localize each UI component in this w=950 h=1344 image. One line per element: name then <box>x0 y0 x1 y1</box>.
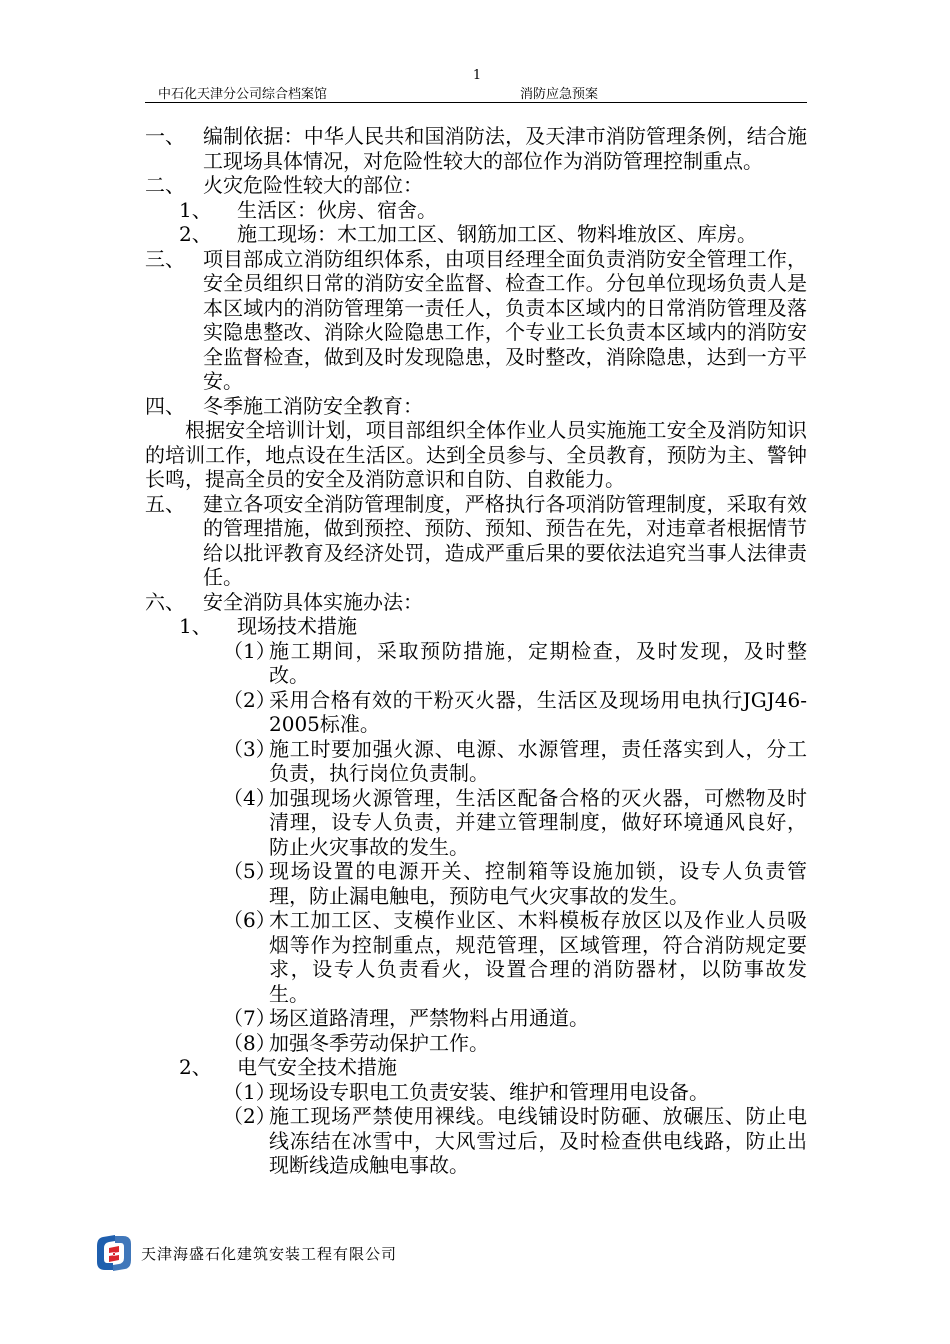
item-text: 场区道路清理，严禁物料占用通道。 <box>269 1006 589 1030</box>
header-rule <box>145 102 807 103</box>
section-6 <box>145 590 807 615</box>
list-item <box>145 1006 807 1031</box>
list-item <box>145 859 807 908</box>
item-text: 加强冬季劳动保护工作。 <box>269 1030 489 1055</box>
logo-red-shape <box>109 1246 119 1262</box>
section-text: 冬季施工消防安全教育： <box>203 393 423 418</box>
section-number: 四、 <box>145 393 185 418</box>
section-number: 三、 <box>145 246 185 271</box>
header-document-title: 消防应急预案 <box>520 87 599 102</box>
section-text: 安全消防具体实施办法： <box>203 589 423 614</box>
subsection-number: 2、 <box>179 1055 212 1079</box>
section-5 <box>145 492 807 590</box>
item-number: （8） <box>223 1030 276 1055</box>
list-item <box>145 198 807 223</box>
section-number: 五、 <box>145 491 185 516</box>
item-number: （1） <box>223 1079 276 1104</box>
subsection-title: 现场技术措施 <box>237 614 357 638</box>
logo-blue-shape <box>97 1235 115 1270</box>
item-text: 木工加工区、支模作业区、木料模板存放区以及作业人员吸烟等作为控制重点，规范管理，区域管理，符合消防规定要求，设专人负责看火，设置合理的消防器材，以防事故发生。 <box>269 908 807 1006</box>
item-number: （2） <box>223 1104 276 1128</box>
item-number: （6） <box>223 908 276 932</box>
item-number: （2） <box>223 687 276 712</box>
section-text: 编制依据：中华人民共和国消防法，及天津市消防管理条例，结合施工现场具体情况，对危险性较大的部位作为消防管理控制重点。 <box>203 124 807 173</box>
subsection-number: 1、 <box>179 614 212 638</box>
list-item <box>145 1080 807 1105</box>
list-item <box>145 639 807 688</box>
item-number: （1） <box>223 638 276 663</box>
item-number: 1、 <box>179 197 212 222</box>
section-number: 六、 <box>145 589 185 614</box>
item-text: 加强现场火源管理，生活区配备合格的灭火器，可燃物及时清理，设专人负责，并建立管理制度，做好环境通风良好，防止火灾事故的发生。 <box>269 785 807 859</box>
item-number: （5） <box>223 859 276 883</box>
section-text: 建立各项安全消防管理制度，严格执行各项消防管理制度，采取有效的管理措施，做到预控、预防、预知、预告在先，对违章者根据情节给以批评教育及经济处罚，造成严重后果的要依法追究当事人法律责任。 <box>203 491 807 589</box>
list-item <box>145 908 807 1006</box>
list-item <box>145 1104 807 1178</box>
logo-blue-shape-2 <box>113 1236 131 1271</box>
subsection-heading <box>145 614 807 639</box>
item-text: 施工期间，采取预防措施，定期检查，及时发现，及时整改。 <box>269 638 807 687</box>
list-item <box>145 688 807 737</box>
item-text: 施工现场：木工加工区、钢筋加工区、物料堆放区、库房。 <box>237 222 757 246</box>
item-text: 施工时要加强火源、电源、水源管理，责任落实到人，分工负责，执行岗位负责制。 <box>269 736 807 785</box>
company-logo-icon <box>95 1232 133 1274</box>
item-text: 施工现场严禁使用裸线。电线铺设时防砸、放碾压、防止电线冻结在冰雪中，大风雪过后，及时检查供电线路，防止出现断线造成触电事故。 <box>269 1104 807 1177</box>
section-3 <box>145 247 807 394</box>
footer <box>95 1232 397 1274</box>
document-body <box>145 124 807 1178</box>
section-number: 二、 <box>145 173 185 197</box>
item-text: 现场设置的电源开关、控制箱等设施加锁，设专人负责管理，防止漏电触电，预防电气火灾事故的发生。 <box>269 859 807 908</box>
page-number: 1 <box>472 68 482 83</box>
item-number: 2、 <box>179 222 212 246</box>
section-number: 一、 <box>145 124 185 148</box>
item-text: 生活区：伙房、宿舍。 <box>237 197 437 222</box>
section-4-paragraph: 根据安全培训计划，项目部组织全体作业人员实施施工安全及消防知识的培训工作，地点设在生活区。达到全员参与、全员教育，预防为主、警钟长鸣，提高全员的安全及消防意识和自防、自救能力。 <box>145 418 807 491</box>
list-item <box>145 737 807 786</box>
section-1 <box>145 124 807 173</box>
list-item <box>145 1031 807 1056</box>
list-item <box>145 222 807 247</box>
subsection-title: 电气安全技术措施 <box>237 1055 397 1079</box>
item-number: （4） <box>223 785 276 810</box>
item-text: 采用合格有效的干粉灭火器，生活区及现场用电执行JGJ46-2005标准。 <box>269 687 807 736</box>
item-text: 现场设专职电工负责安装、维护和管理用电设备。 <box>269 1079 709 1104</box>
section-text: 火灾危险性较大的部位： <box>203 173 423 197</box>
section-4 <box>145 394 807 419</box>
section-2 <box>145 173 807 198</box>
list-item <box>145 786 807 860</box>
header-archive-name: 中石化天津分公司综合档案馆 <box>158 87 328 102</box>
item-number: （3） <box>223 736 276 761</box>
section-text: 项目部成立消防组织体系，由项目经理全面负责消防安全管理工作，安全员组织日常的消防安全监督、检查工作。分包单位现场负责人是本区域内的消防管理第一责任人，负责本区域内的日常消防管理及落实隐患整改、消除火险隐患工作，个专业工长负责本区域内的消防安全监督检查，做到及时发现隐患，及时整改，消除隐患，达到一方平安。 <box>203 246 807 393</box>
company-name: 天津海盛石化建筑安装工程有限公司 <box>141 1244 398 1263</box>
subsection-heading <box>145 1055 807 1080</box>
item-number: （7） <box>223 1006 276 1030</box>
